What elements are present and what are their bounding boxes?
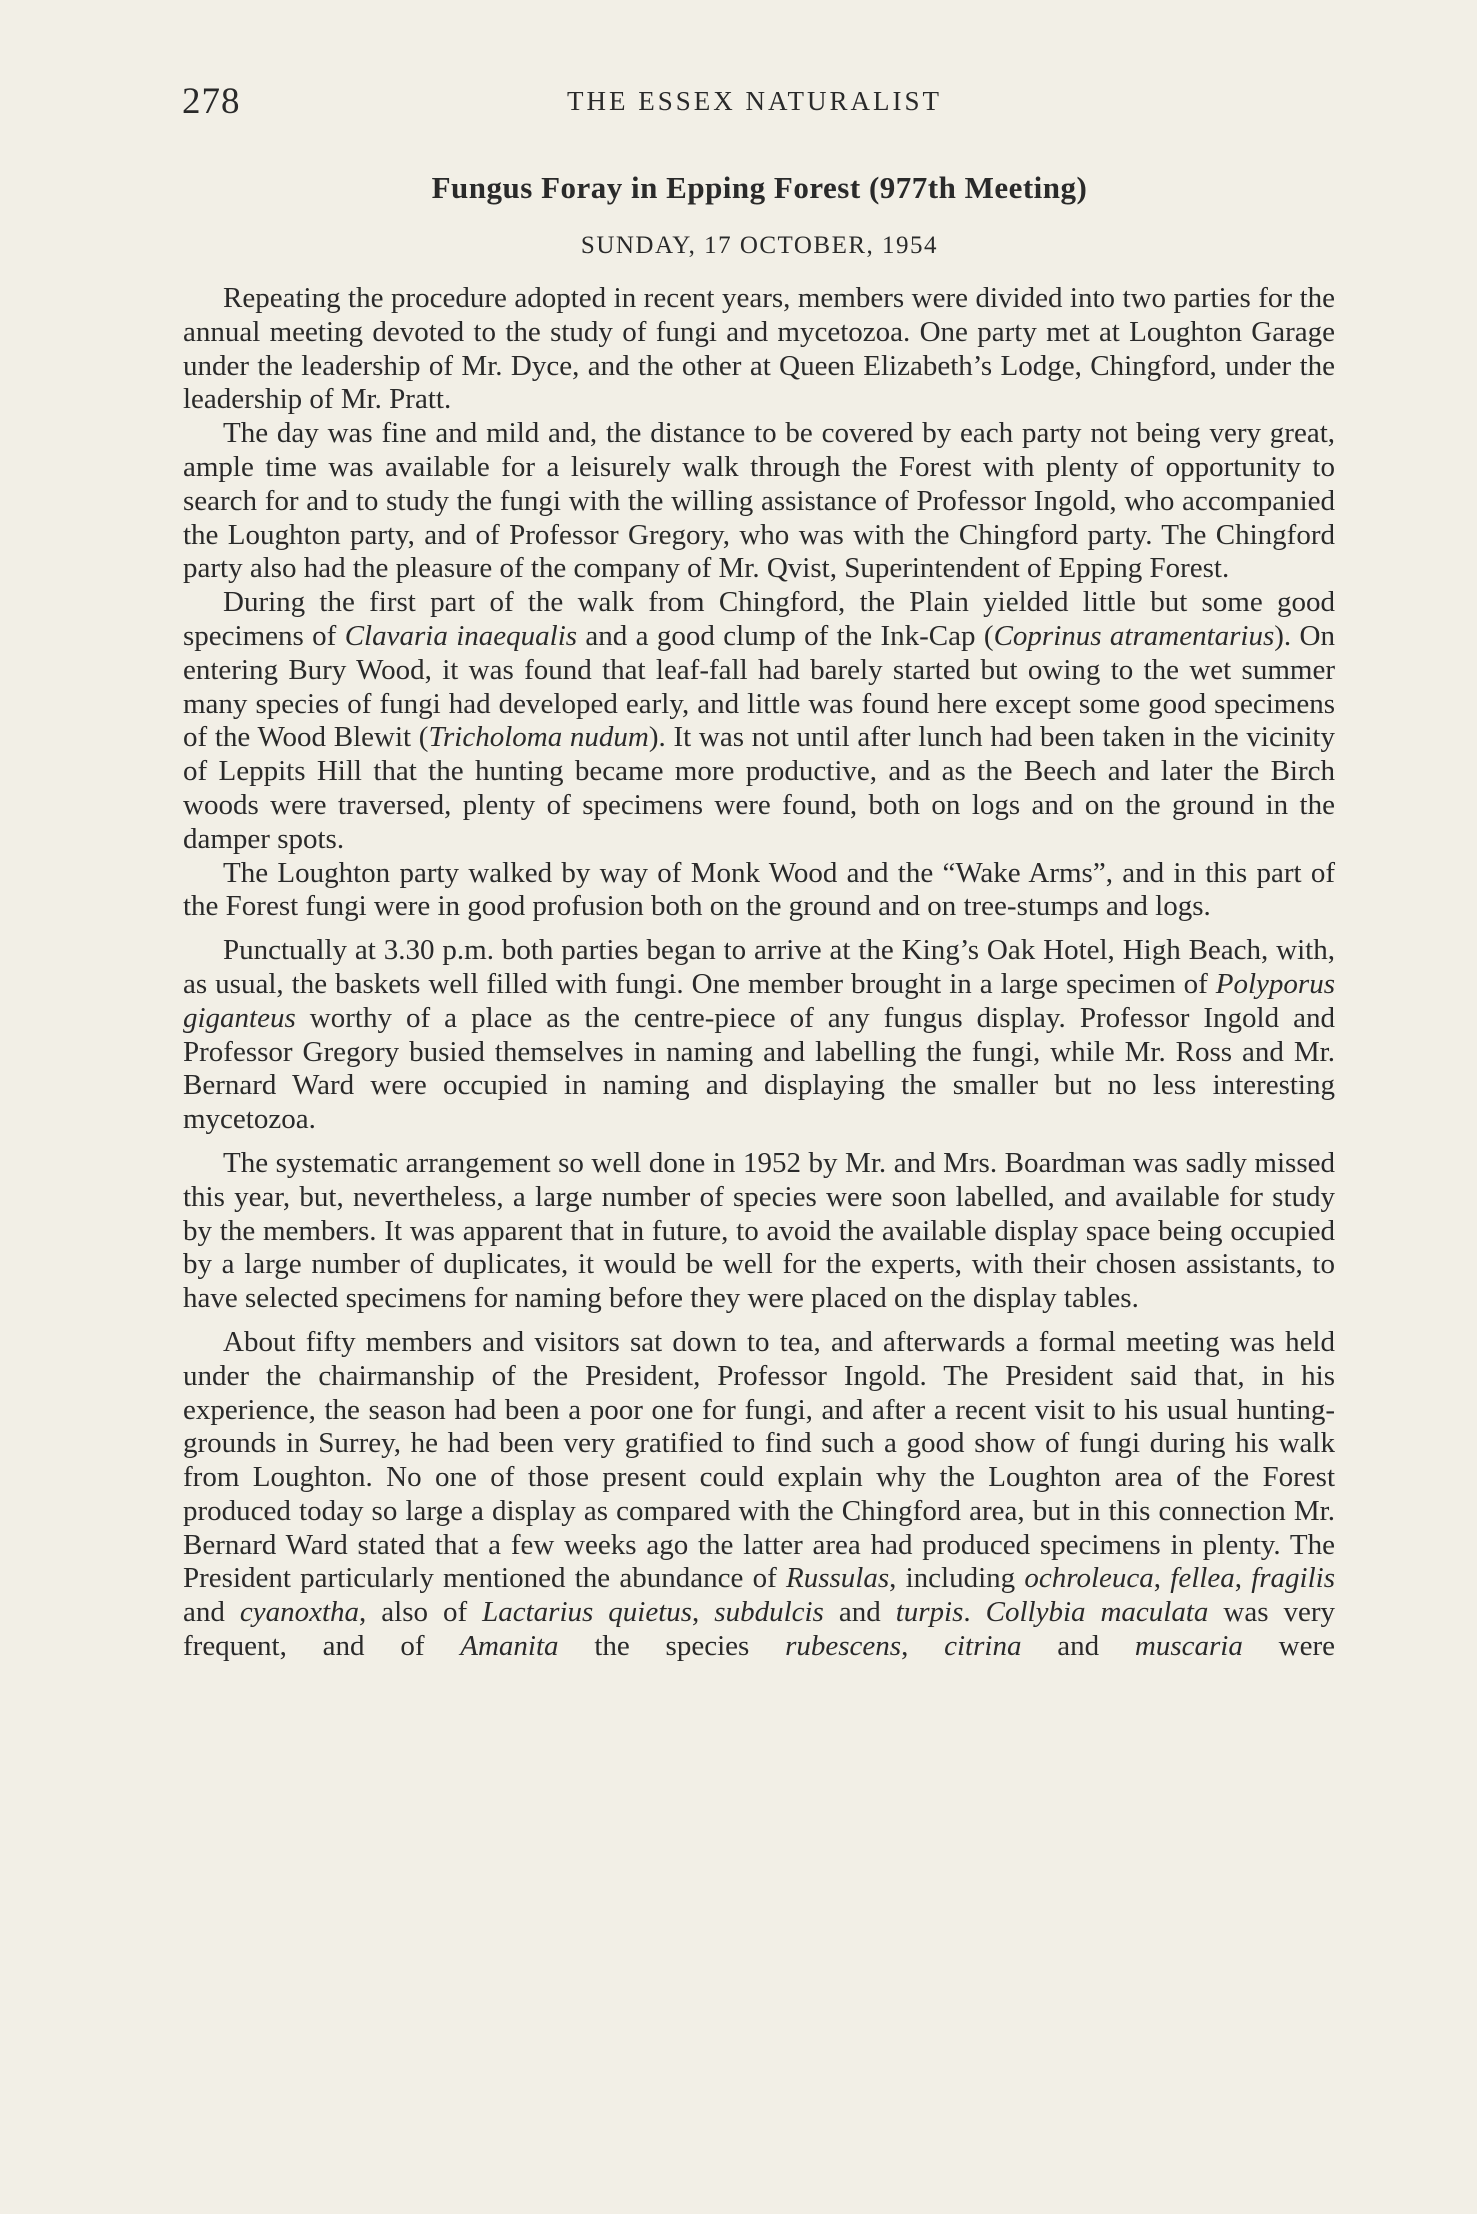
text-run: ). It was not until after lunch had been taken in the vicinity of Leppits Hill that the hunting became more productive, and as the Beech and later the Birch woods were traversed, plenty of specimens were found, both on logs and on the ground in the damper spots. bbox=[183, 721, 1335, 855]
text-run: About fifty members and visitors sat down to tea, and afterwards a formal meeting was held under the chairmanship of the President, Professor Ingold. The President said that, in his experience, the season had been a poor one for fungi, and after a recent visit to his usual hunting-grounds in Surrey, he had been very gratified to find such a good show of fungi during his walk from Loughton. No one of those present could explain why the Loughton area of the Forest produced today so large a display as compared with the Chingford area, but in this connection Mr. Bernard Ward stated that a few weeks ago the latter area had produced specimens in plenty. The President particularly mentioned the abundance of bbox=[183, 1325, 1335, 1595]
text-run: Repeating the procedure adopted in recent years, members were divided into two parties for the annual meeting devoted to the study of fungi and mycetozoa. One party met at Loughton Garage under the leadership of Mr. Dyce, and the other at Queen Elizabeth’s Lodge, Chingford, under the leadership of Mr. Pratt. bbox=[183, 282, 1335, 416]
text-run: worthy of a place as the centre-piece of any fungus display. Professor Ingold and Professor Gregory busied themselves in naming and labelling the fungi, while Mr. Ross and Mr. Bernard Ward were occupied in naming and displaying the smaller but no less interesting mycetozoa. bbox=[183, 1001, 1335, 1136]
species-name: Russulas bbox=[786, 1562, 890, 1595]
text-run: and bbox=[823, 1596, 896, 1629]
text-run: , also of bbox=[359, 1596, 483, 1629]
body-paragraph bbox=[183, 417, 1335, 586]
page-number: 278 bbox=[182, 81, 241, 122]
text-run: were bbox=[1242, 1630, 1336, 1663]
text-run: , bbox=[901, 1630, 945, 1663]
species-name: Amanita bbox=[460, 1630, 559, 1663]
text-run: , bbox=[1234, 1562, 1252, 1595]
body-paragraph bbox=[183, 857, 1335, 925]
text-run: , including bbox=[889, 1562, 1025, 1595]
species-name: Tricholoma nudum bbox=[428, 721, 649, 754]
species-name: ochroleuca bbox=[1024, 1562, 1154, 1595]
species-name: cyanoxtha bbox=[239, 1596, 360, 1629]
body-paragraph bbox=[183, 1326, 1335, 1664]
text-run: and bbox=[1021, 1630, 1135, 1663]
text-run: During the first part of the walk from Chingford, the Plain yielded little but some good specimens of bbox=[183, 586, 1335, 652]
article-title: Fungus Foray in Epping Forest (977th Meeting) bbox=[431, 170, 1088, 205]
text-run: ). On entering Bury Wood, it was found that leaf-fall had barely started but owing to the wet summer many species of fungi had developed early, and little was found here except some good specimens of the Wood Blewit ( bbox=[183, 619, 1335, 754]
text-run: . bbox=[963, 1596, 986, 1629]
species-name: Clavaria inaequalis bbox=[344, 619, 578, 652]
species-name: Coprinus atramentarius bbox=[993, 619, 1275, 652]
running-head bbox=[182, 80, 1327, 124]
species-name: subdulcis bbox=[714, 1596, 824, 1629]
text-run: The systematic arrangement so well done in 1952 by Mr. and Mrs. Boardman was sadly missed this year, but, nevertheless, a large number of species were soon labelled, and available for study by the members. It was apparent that in future, to avoid the available display space being occupied by a large number of duplicates, it would be well for the experts, with their chosen assistants, to have selected specimens for naming before they were placed on the display tables. bbox=[183, 1146, 1335, 1315]
body-paragraph bbox=[183, 1147, 1335, 1316]
article-body bbox=[183, 282, 1335, 1664]
species-name: turpis bbox=[895, 1596, 964, 1629]
text-run: was very frequent, and of bbox=[183, 1596, 1335, 1663]
text-run: , bbox=[692, 1596, 715, 1629]
journal-title: THE ESSEX NATURALIST bbox=[567, 86, 942, 116]
species-name: Lactarius quietus bbox=[482, 1596, 693, 1629]
text-run: the species bbox=[558, 1630, 786, 1663]
species-name: Polyporus giganteus bbox=[183, 967, 1335, 1034]
text-run: and bbox=[183, 1596, 240, 1629]
text-run: The Loughton party walked by way of Monk Wood and the “Wake Arms”, and in this part of the Forest fungi were in good profusion both on the ground and on tree-stumps and logs. bbox=[183, 856, 1335, 923]
body-paragraph bbox=[183, 282, 1335, 417]
text-run: and a good clump of the Ink-Cap ( bbox=[577, 619, 994, 652]
species-name: fellea bbox=[1170, 1562, 1235, 1595]
body-paragraph bbox=[183, 934, 1335, 1137]
species-name: citrina bbox=[944, 1630, 1022, 1663]
text-run: The day was fine and mild and, the distance to be covered by each party not being very great, ample time was available for a leisurely walk through the Forest with plenty of opportunity to search for and to study the fungi with the willing assistance of Professor Ingold, who accompanied the Loughton party, and of Professor Gregory, who was with the Chingford party. The Chingford party also had the pleasure of the company of Mr. Qvist, Superintendent of Epping Forest. bbox=[183, 417, 1335, 585]
species-name: fragilis bbox=[1251, 1562, 1336, 1595]
text-run: Punctually at 3.30 p.m. both parties began to arrive at the King’s Oak Hotel, High Beach, with, as usual, the baskets well filled with fungi. One member brought in a large specimen of bbox=[183, 934, 1335, 1000]
species-name: rubescens bbox=[785, 1630, 902, 1663]
body-paragraph bbox=[183, 586, 1335, 856]
species-name: muscaria bbox=[1134, 1630, 1243, 1663]
article-date: SUNDAY, 17 OCTOBER, 1954 bbox=[580, 232, 939, 259]
species-name: Collybia maculata bbox=[985, 1596, 1209, 1629]
text-run: , bbox=[1153, 1562, 1171, 1595]
